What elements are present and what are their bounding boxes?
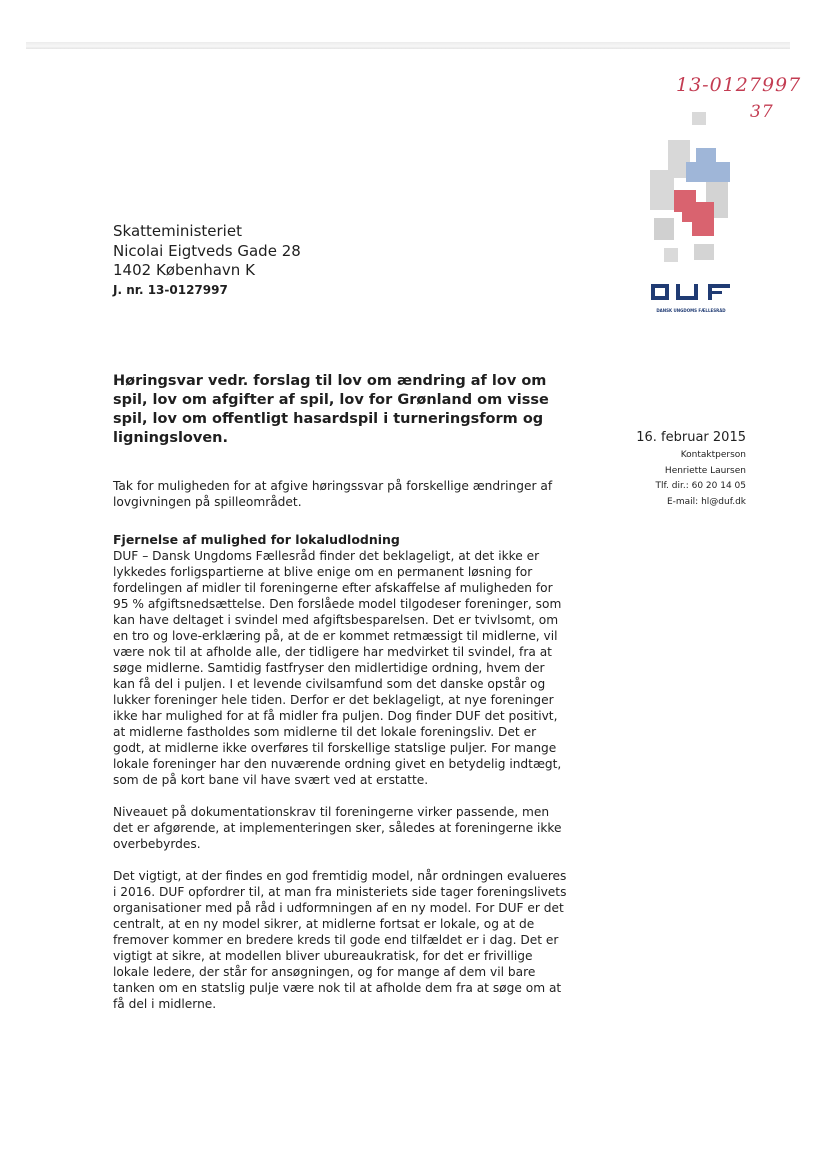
recipient-address [113, 222, 301, 300]
scan-mark [692, 112, 706, 125]
duf-logo [648, 140, 738, 320]
journal-reference: J. nr. 13-0127997 [113, 282, 228, 297]
body-paragraph-1: DUF – Dansk Ungdoms Fællesråd finder det beklageligt, at det ikke er lykkedes forligspartierne at blive enige om en permanent løsning for fordelingen af midler til foreningerne efter afskaffelse af muligheden for 95 % afgiftsnedsættelse. Den forslåede model tilgodeser foreninger, som kan have deltaget i svindel med afgiftsbesparelsen. Det er tvivlsomt, om en tro og love-erklæring på, at de er kommet retmæssigt til midlerne, vil være nok til at afholde alle, der tidligere har medvirket til svindel, fra at søge midlerne. Samtidig fastfryser den midlertidige ordning, hvem der kan få del i puljen. I et levende civilsamfund som det danske opstår og lukker foreninger hele tiden. Derfor er det beklageligt, at nye foreninger ikke har mulighed for at få midler fra puljen. Dog finder DUF det positivt, at midlerne fastholdes som midlerne til det lokale foreningsliv. Det er godt, at midlerne ikke overføres til forskellige statslige puljer. For mange lokale foreninger har den nuværende ordning givet en betydelig indtægt, som de på kort bane vil have svært ved at erstatte. [113, 549, 562, 787]
contact-phone: Tlf. dir.: 60 20 14 05 [655, 481, 746, 491]
section-heading: Fjernelse af mulighed for lokaludlodning [113, 532, 400, 547]
scan-edge-line [26, 42, 790, 49]
contact-block [656, 448, 746, 510]
letter-body [113, 478, 568, 1028]
body-paragraph-3: Det vigtigt, at der findes en god fremtidig model, når ordningen evalueres i 2016. DUF opfordrer til, at man fra ministeriets side tager foreningslivets organisationer med på råd i udformningen af en ny model. For DUF er det centralt, at en ny model sikrer, at midlerne fortsat er lokale, og at de fremover kommer en bredere kreds til gode end tilfældet er i dag. Det er vigtigt at sikre, at modellen bliver ubureaukratisk, for det er frivillige lokale ledere, der står for ansøgningen, og for mange af dem vil bare tanken om en statslig pulje være nok til at afholde dem fra at søge om at få del i midlerne. [113, 869, 567, 1011]
body-paragraph-2: Niveauet på dokumentationskrav til foreningerne virker passende, men det er afgørende, at implementeringen sker, således at foreningerne ikke overbebyrdes. [113, 805, 562, 851]
contact-name: Henriette Laursen [664, 465, 746, 476]
journal-number-handwritten: 13-0127997 [676, 74, 802, 96]
logo-tagline: DANSK UNGDOMS FÆLLESRÅD [656, 308, 726, 313]
letter-date: 16. februar 2015 [636, 430, 746, 445]
letter-subject: Høringsvar vedr. forslag til lov om ændring af lov om spil, lov om afgifter af spil, lov for Grønland om visse spil, lov om offentligt hasardspil i turneringsform og ligningsloven. [113, 373, 549, 446]
page-number-handwritten: 37 [750, 102, 774, 122]
recipient-city: 1402 København K [113, 261, 255, 279]
contact-email: E-mail: hl@duf.dk [666, 496, 746, 507]
recipient-street: Nicolai Eigtveds Gade 28 [113, 241, 301, 260]
contact-label: Kontaktperson [680, 450, 746, 460]
recipient-name: Skatteministeriet [113, 222, 242, 240]
intro-paragraph: Tak for muligheden for at afgive høringssvar på forskellige ændringer af lovgivningen på spilleområdet. [113, 479, 553, 509]
